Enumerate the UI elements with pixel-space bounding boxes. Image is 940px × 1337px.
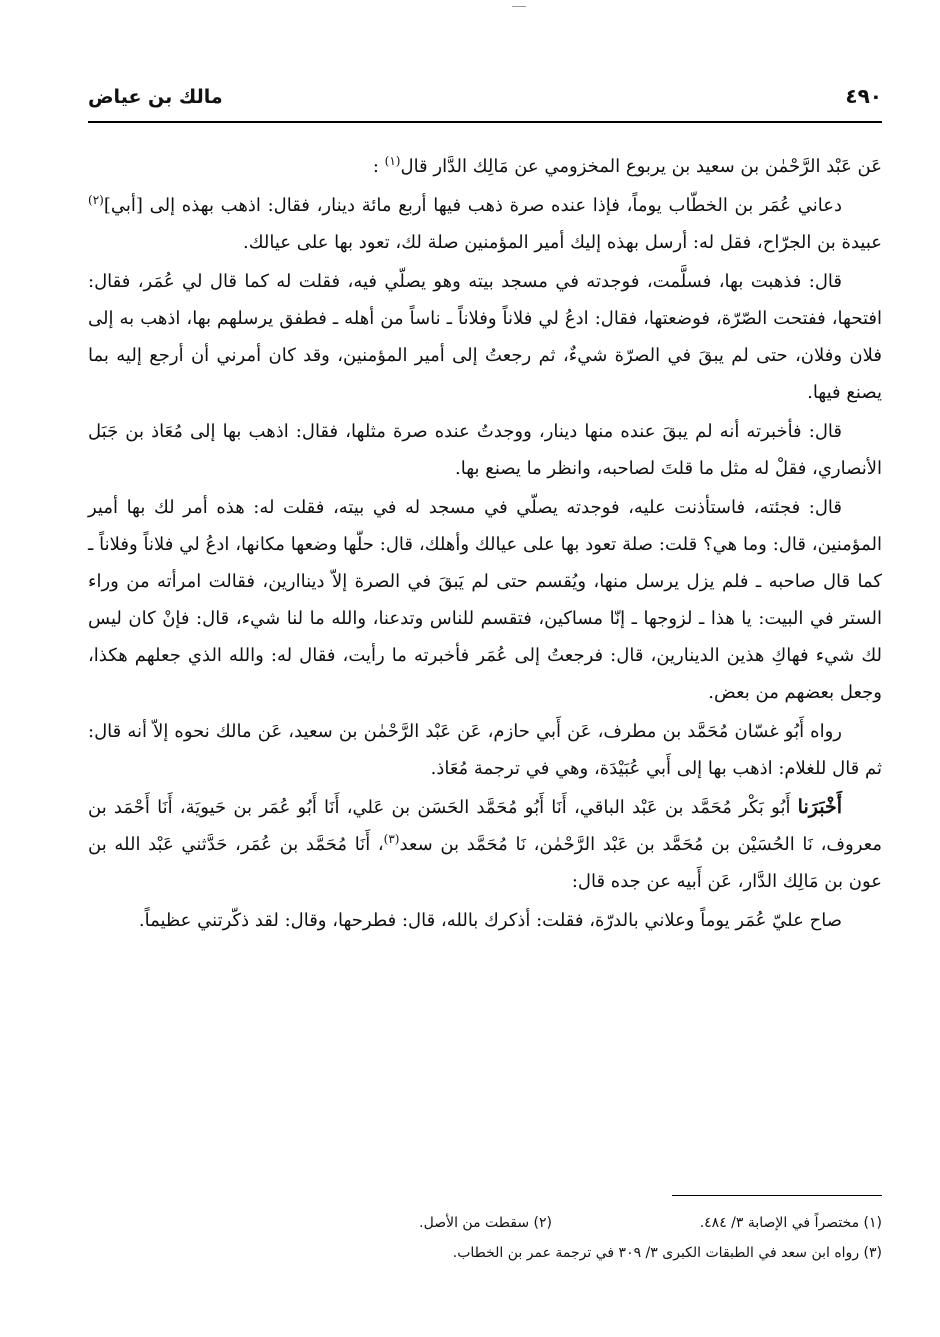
running-title: مالك بن عياض (88, 86, 223, 108)
paragraph-4: قال: فأخبرته أنه لم يبقَ عنده منها دينار، ووجدتُ عنده صرة مثلها، فقال: اذهب بها إلى مُعَاذ بن جَبَل الأنصاري، فقلْ له مثل ما قلتَ لصاحبه، وانظر ما يصنع بها. (88, 421, 882, 479)
paragraph-7: أَخْبَرَنا أَبُو بَكْر مُحَمَّد بن عَبْد الباقي، أَنَا أَبُو مُحَمَّد الحَسَن بن عَلي، أَنَا أَبُو عُمَر بن حَيويَة، أَنَا أَحْمَد بن معروف، نَا الحُسَيْن بن مُحَمَّد بن عَبْد الرَّحْمٰن، نَا مُحَمَّد بن سعد$^{(٣)}$، أَنَا مُحَمَّد بن عُمَر، حَدَّثني عَبْد الله بن عون بن مَالِك الدَّار، عَن أَبيه عن جده قال: (88, 796, 882, 892)
footnote-ref-1: (١) (384, 154, 401, 168)
footnote-ref-2: (٢) (88, 193, 104, 207)
page-header (88, 84, 882, 114)
footnote-row-2 (88, 1238, 882, 1268)
footnote-ref-3: (٣) (383, 832, 400, 846)
paragraph-5: قال: فجئته، فاستأذنت عليه، فوجدته يصلّي في مسجد له في بيته، فقلت له: هذه أمر لك بها أمير المؤمنين، قال: وما هي؟ قلت: صلة تعود بها على عيالك وأهلك، قال: حلّها وضعها مكانها، ادعُ لي فلاناً وفلاناً ـ كما قال صاحبه ـ فلم يزل يرسل منها، ويُقسم حتى لم يَبقَ في الصرة إلاّ ديناارين، فقالت امرأته من وراء الستر في البيت: يا هذا ـ لزوجها ـ إنّا مساكين، فتقسم للناس وتدعنا، والله ما لنا شيء، قال: فإنْ كان ليس لك شيء فهاكِ هذين الدينارين، قال: فرجعتُ إلى عُمَر فأخبرته ما رأيت، فقال له: والله الذي جعلهم هكذا، وجعل بعضهم من بعض. (88, 497, 882, 703)
isnad-lead: أَخْبَرَنا (797, 796, 842, 818)
main-text (88, 148, 882, 941)
footnote-row-1 (88, 1208, 882, 1238)
footnote-1: (١) مختصراً في الإصابة ٣/ ٤٨٤. (699, 1215, 882, 1231)
footnote-2: (٢) سقطت من الأصل. (419, 1215, 552, 1231)
paragraph-6: رواه أَبُو غسّان مُحَمَّد بن مطرف، عَن أَبي حازم، عَن عَبْد الرَّحْمٰن بن سعيد، عَن مالك نحوه إلاّ أنه قال: ثم قال للغلام: اذهب بها إلى أَبي عُبَيْدَة، وهي في ترجمة مُعَاذ. (88, 721, 882, 779)
paragraph-3: قال: فذهبت بها، فسلَّمت، فوجدته في مسجد بيته وهو يصلّي فيه، فقلت له كما قال لي عُمَر، فقال: افتحها، ففتحت الصّرّة، فوضعتها، فقال: ادعُ لي فلاناً وفلاناً ـ ناساً من أهله ـ فطفق يرسلهم بها، اذهب به إلى فلان وفلان، حتى لم يبقَ في الصرّة شيءٌ، ثم رجعتُ إلى أمير المؤمنين، وقد كان أمرني أن أرجع إليه بما يصنع فيها. (88, 271, 882, 403)
page-number: ٤٩٠ (845, 84, 882, 108)
footnotes (88, 1208, 882, 1268)
paragraph-1: عَن عَبْد الرَّحْمٰن بن سعيد بن يربوع المخزومي عن مَالِك الدَّار قال$^{(١)}$ : (372, 154, 882, 177)
footnote-3: (٣) رواه ابن سعد في الطبقات الكبرى ٣/ ٣٠٩ في ترجمة عمر بن الخطاب. (452, 1245, 882, 1261)
page-top-mark (512, 6, 526, 7)
paragraph-2: دعاني عُمَر بن الخطّاب يوماً، فإذا عنده صرة ذهب فيها أربع مائة دينار، فقال: اذهب بهذه إلى [أبي]$^{(٢)}$ عبيدة بن الجرّاح، فقل له: أرسل بهذه إليك أمير المؤمنين صلة لك، تعود بها على عيالك. (88, 193, 882, 253)
footnote-rule (672, 1195, 882, 1196)
paragraph-8: صاح عليّ عُمَر يوماً وعلاني بالدرّة، فقلت: أذكرك بالله، قال: فطرحها، وقال: لقد ذكّرتني عظيماً. (138, 910, 842, 931)
header-rule (88, 121, 882, 123)
